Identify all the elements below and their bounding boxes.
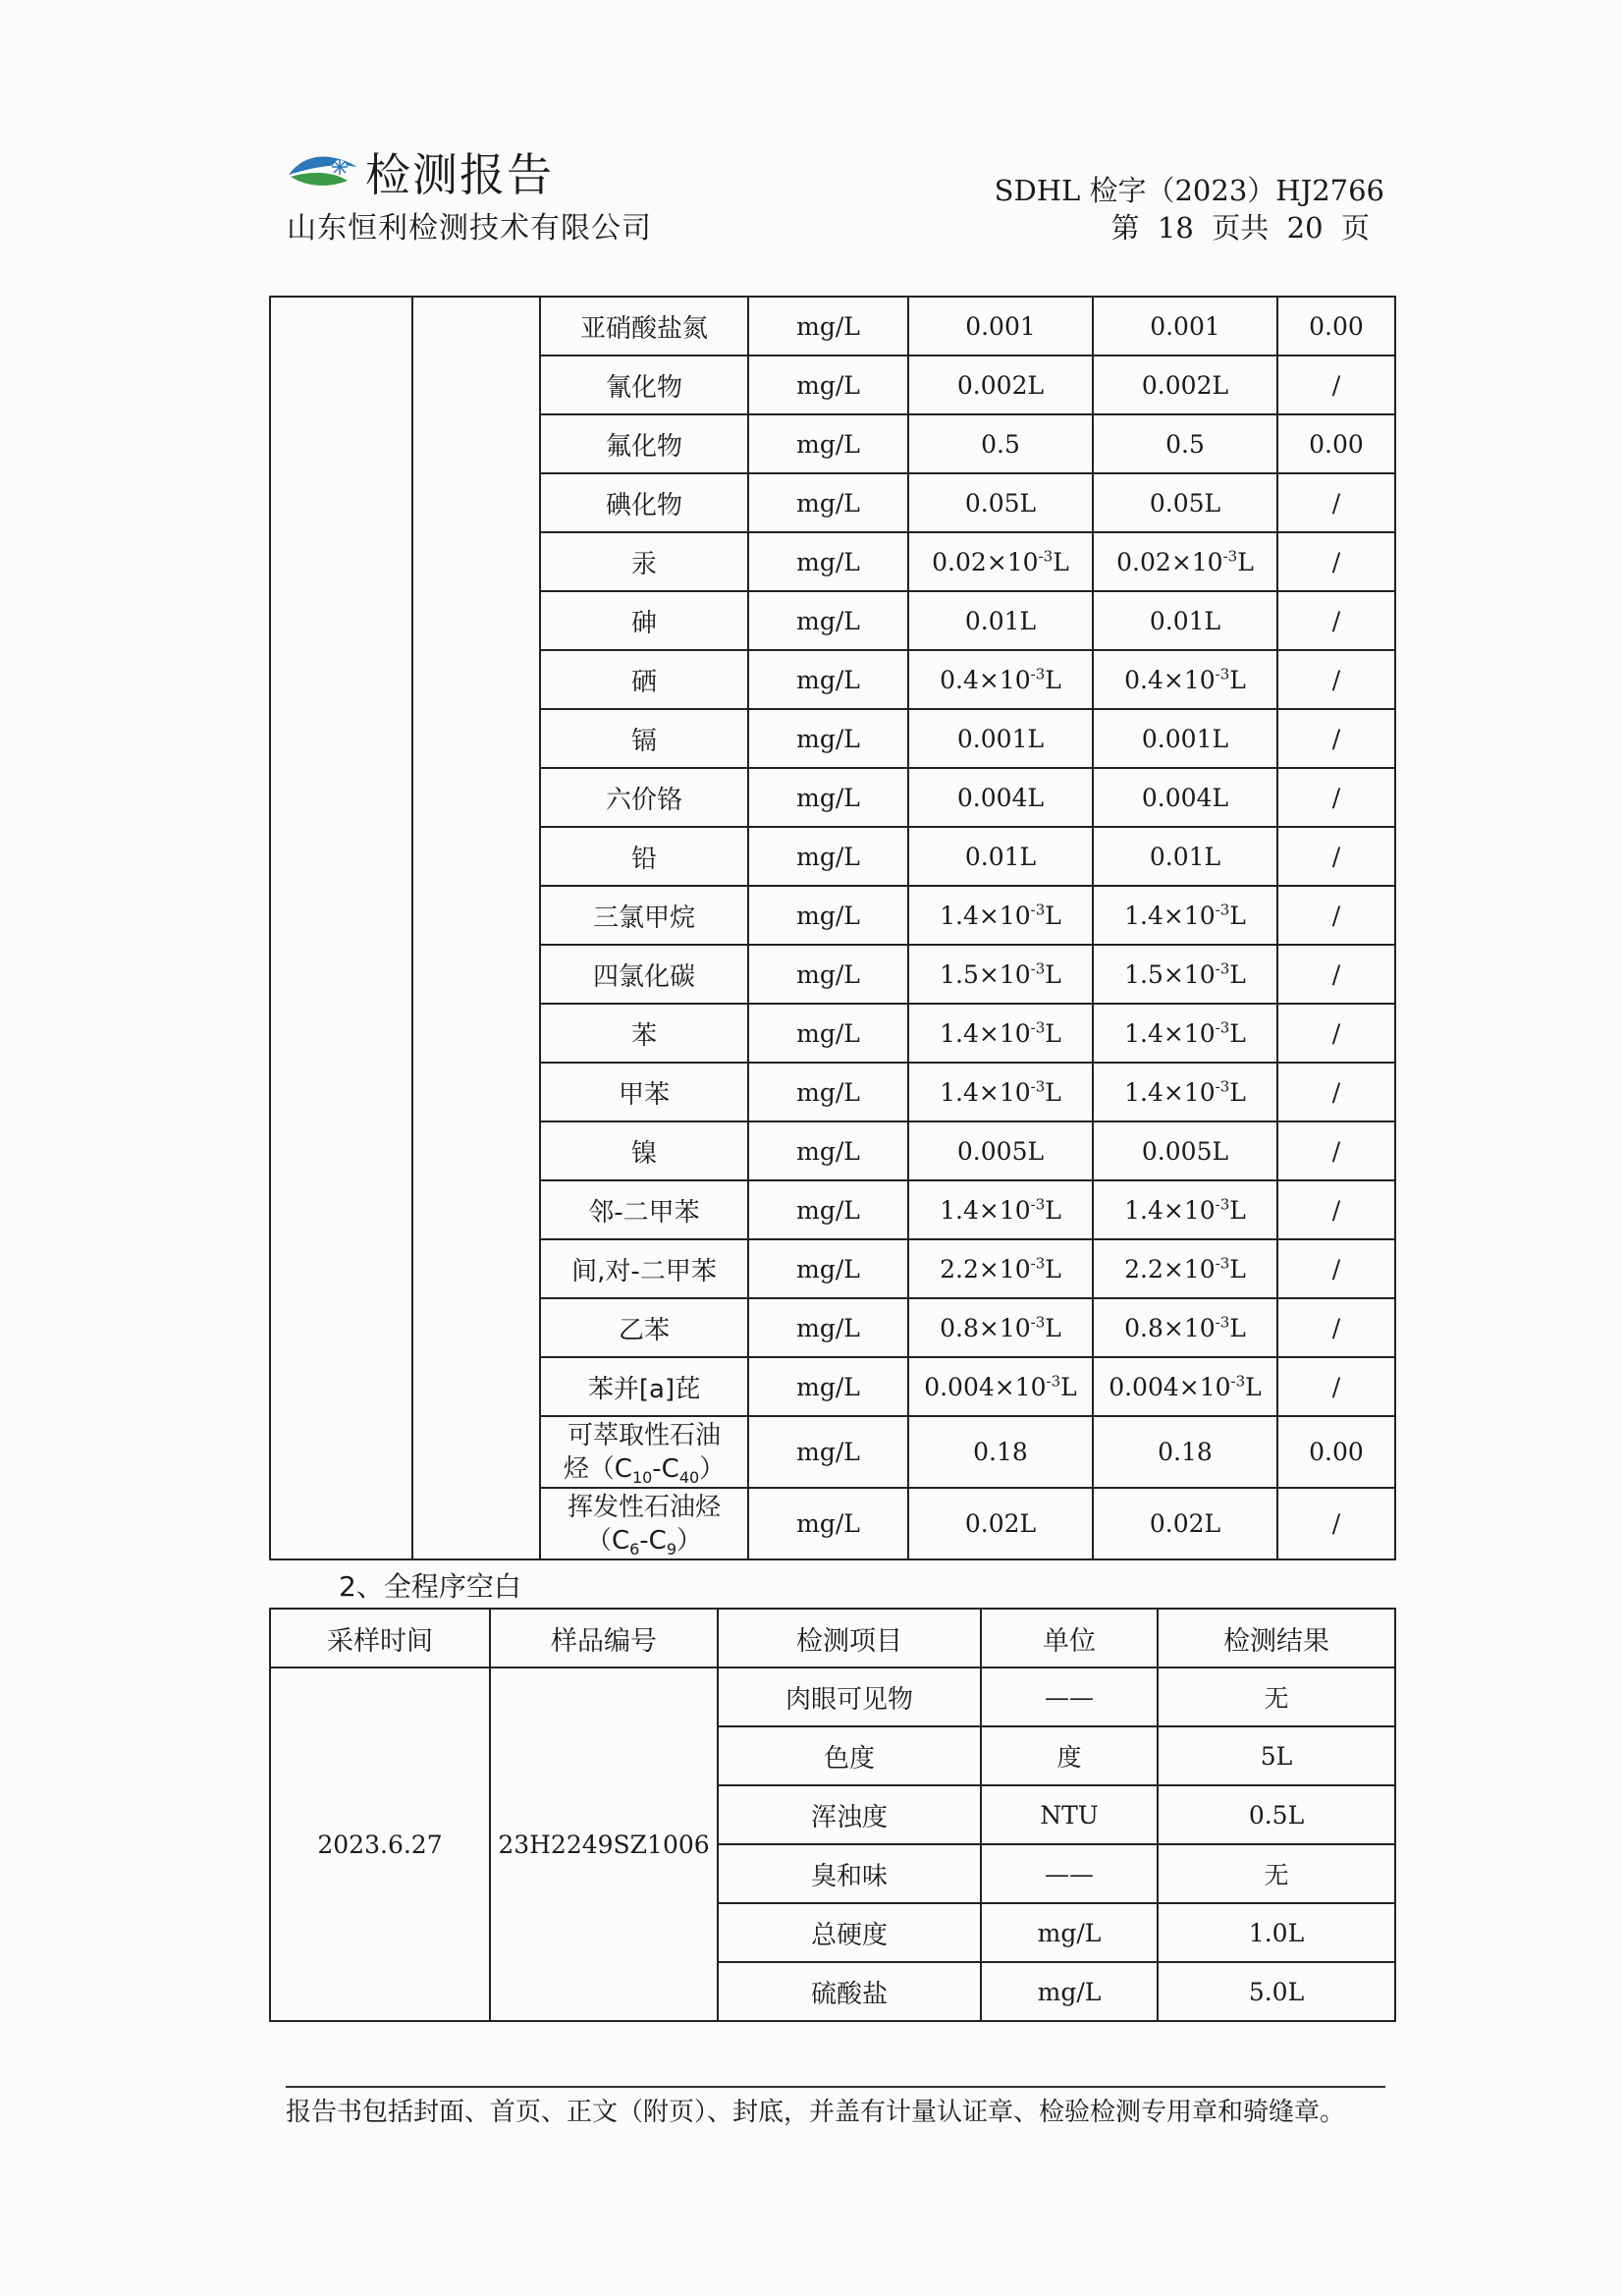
result-2-cell [1093,1357,1277,1416]
sampling-date: 2023.6.27 [270,1667,490,2021]
item-sub-a: 6 [629,1539,640,1558]
value-suffix: L [1229,959,1246,989]
result-2-cell: 0.02L [1093,1488,1277,1559]
value-text: 0.001 [1150,311,1220,341]
value-text: 0.01L [964,606,1037,635]
item-name: 邻-二甲苯 [540,1180,748,1239]
unit-cell: —— [981,1667,1158,1726]
item-mid: -C [639,1525,667,1556]
value-suffix: L [1045,665,1061,694]
result-1-cell [908,1180,1093,1239]
value-text: 1.5×10 [1124,959,1216,989]
value-exponent: -3 [1215,1254,1230,1273]
deviation-cell: / [1277,1180,1395,1239]
report-title: 检测报告 [365,148,554,201]
value-text: 0.8×10 [940,1313,1031,1342]
deviation-cell: / [1277,1004,1395,1063]
result-1-cell [908,414,1093,473]
value-text: 0.5 [981,429,1020,459]
value-text: 0.02×10 [1116,547,1223,576]
value-exponent: -3 [1215,1195,1230,1214]
result-2-cell [1093,1239,1277,1298]
value-exponent: -3 [1030,959,1046,978]
result-cell: 0.5L [1158,1785,1395,1844]
value-text: 2.2×10 [1124,1254,1216,1284]
result-1-cell [908,1004,1093,1063]
unit-cell: mg/L [748,1063,908,1121]
result-2-cell [1093,650,1277,709]
unit-cell: mg/L [748,532,908,591]
item-name: 四氯化碳 [540,945,748,1004]
value-exponent: -3 [1030,1018,1046,1037]
result-2-cell [1093,945,1277,1004]
value-text: 1.4×10 [1124,1018,1216,1048]
unit-cell: NTU [981,1785,1158,1844]
value-text: 0.005L [1141,1136,1229,1166]
value-text: 0.004L [1141,783,1229,812]
value-suffix: L [1045,1018,1061,1048]
item-name-line1: 挥发性石油烃 [567,1492,721,1522]
test-item: 浑浊度 [718,1785,981,1844]
value-exponent: -3 [1222,547,1238,566]
result-2-cell [1093,414,1277,473]
unit-cell: mg/L [748,1488,908,1559]
value-suffix: L [1245,1372,1262,1401]
value-exponent: -3 [1215,665,1230,683]
sample-id: 23H2249SZ1006 [490,1667,718,2021]
deviation-cell: / [1277,1239,1395,1298]
value-exponent: -3 [1038,547,1054,566]
result-1-cell [908,473,1093,532]
result-2-cell [1093,709,1277,768]
value-suffix: L [1045,1254,1061,1284]
value-text: 1.4×10 [940,901,1031,930]
unit-cell: mg/L [748,650,908,709]
deviation-cell: / [1277,591,1395,650]
value-text: 0.01L [964,842,1037,871]
value-suffix: L [1045,1313,1061,1342]
value-suffix: L [1045,901,1061,930]
result-1-cell [908,650,1093,709]
result-1-cell [908,1063,1093,1121]
value-text: 1.4×10 [1124,1195,1216,1225]
item-name: 镉 [540,709,748,768]
value-suffix: L [1229,1313,1246,1342]
unit-cell: mg/L [748,1180,908,1239]
unit-cell: mg/L [748,1239,908,1298]
result-2-cell [1093,886,1277,945]
item-post: ） [676,1525,703,1556]
item-sub-a: 10 [631,1467,653,1487]
value-text: 1.5×10 [940,959,1031,989]
unit-cell: 度 [981,1726,1158,1785]
result-2-cell [1093,1298,1277,1357]
result-2-cell: 0.18 [1093,1416,1277,1488]
unit-cell: mg/L [748,473,908,532]
company-logo [287,145,365,194]
value-text: 0.8×10 [1124,1313,1216,1342]
result-2-cell [1093,1121,1277,1180]
results-table-body [270,297,1395,1559]
unit-cell: mg/L [748,827,908,886]
value-exponent: -3 [1030,1195,1046,1214]
deviation-cell: / [1277,1121,1395,1180]
result-1-cell: 0.02L [908,1488,1093,1559]
value-text: 0.05L [1149,488,1221,518]
result-2-cell [1093,473,1277,532]
deviation-cell: / [1277,1298,1395,1357]
value-exponent: -3 [1046,1372,1061,1391]
deviation-cell: / [1277,473,1395,532]
result-1-cell [908,827,1093,886]
deviation-cell: / [1277,827,1395,886]
item-name: 苯并[a]芘 [540,1357,748,1416]
result-1-cell [908,591,1093,650]
value-exponent: -3 [1230,1372,1246,1391]
header-test-item: 检测项目 [718,1609,981,1667]
test-item: 臭和味 [718,1844,981,1903]
item-mid: -C [652,1453,679,1484]
item-name: 亚硝酸盐氮 [540,297,748,355]
result-2-cell [1093,1004,1277,1063]
unit-cell: mg/L [748,768,908,827]
value-suffix: L [1045,1077,1061,1107]
value-exponent: -3 [1215,901,1230,919]
header-result: 检测结果 [1158,1609,1395,1667]
item-name: 氟化物 [540,414,748,473]
value-text: 0.5 [1165,429,1205,459]
value-suffix: L [1229,1254,1246,1284]
value-suffix: L [1229,665,1246,694]
value-exponent: -3 [1030,1313,1046,1332]
deviation-cell: 0.00 [1277,414,1395,473]
item-name: 甲苯 [540,1063,748,1121]
page-info: 第 18 页共 20 页 [1110,211,1370,245]
unit-cell: mg/L [748,1416,908,1488]
value-suffix: L [1229,1195,1246,1225]
item-sub-b: 9 [666,1539,677,1558]
unit-cell: mg/L [748,591,908,650]
deviation-cell: / [1277,768,1395,827]
table-row [270,1667,1395,1726]
result-1-cell [908,768,1093,827]
value-exponent: -3 [1030,1254,1046,1273]
value-exponent: -3 [1030,1077,1046,1096]
unit-cell: —— [981,1844,1158,1903]
result-1-cell [908,355,1093,414]
result-cell: 5L [1158,1726,1395,1785]
unit-cell: mg/L [748,355,908,414]
value-text: 0.001L [956,724,1045,753]
header-unit: 单位 [981,1609,1158,1667]
value-text: 0.002L [956,370,1045,400]
item-pre: （C [585,1525,630,1556]
deviation-cell: / [1277,1063,1395,1121]
result-2-cell [1093,532,1277,591]
test-item: 肉眼可见物 [718,1667,981,1726]
deviation-cell: / [1277,1357,1395,1416]
result-2-cell [1093,768,1277,827]
value-exponent: -3 [1215,1077,1230,1096]
result-1-cell [908,1357,1093,1416]
value-text: 0.01L [1149,606,1221,635]
value-suffix: L [1237,547,1254,576]
blank-table [269,1608,1396,2022]
value-exponent: -3 [1030,901,1046,919]
value-text: 2.2×10 [940,1254,1031,1284]
result-2-cell [1093,297,1277,355]
result-1-cell [908,945,1093,1004]
merged-blank-cell [412,297,540,1559]
unit-cell: mg/L [748,1298,908,1357]
value-suffix: L [1229,1077,1246,1107]
value-text: 0.4×10 [1124,665,1216,694]
result-2-cell [1093,355,1277,414]
item-name-line1: 可萃取性石油 [567,1420,721,1450]
value-exponent: -3 [1215,1313,1230,1332]
unit-cell: mg/L [748,945,908,1004]
item-name-line2 [541,1524,747,1558]
value-text: 0.004L [956,783,1045,812]
item-name: 苯 [540,1004,748,1063]
item-name: 乙苯 [540,1298,748,1357]
value-exponent: -3 [1030,665,1046,683]
result-1-cell [908,1239,1093,1298]
test-item: 总硬度 [718,1903,981,1962]
results-table-continued [269,296,1396,1560]
value-text: 1.4×10 [940,1018,1031,1048]
section-title-blank: 2、全程序空白 [339,1570,521,1603]
deviation-cell: 0.00 [1277,297,1395,355]
deviation-cell: / [1277,886,1395,945]
value-suffix: L [1045,1195,1061,1225]
value-text: 0.002L [1141,370,1229,400]
blank-table-body [270,1609,1395,2021]
unit-cell: mg/L [981,1903,1158,1962]
unit-cell: mg/L [748,1357,908,1416]
footer-divider [286,2086,1385,2088]
value-text: 0.4×10 [940,665,1031,694]
unit-cell: mg/L [748,1121,908,1180]
item-post: ） [699,1453,726,1484]
value-exponent: -3 [1215,1018,1230,1037]
value-text: 0.02×10 [932,547,1039,576]
item-name: 镍 [540,1121,748,1180]
value-suffix: L [1045,959,1061,989]
value-text: 0.05L [964,488,1037,518]
unit-cell: mg/L [981,1962,1158,2021]
table-row [270,297,1395,355]
item-name-line2 [541,1452,747,1486]
report-number: SDHL 检字（2023）HJ2766 [994,174,1384,207]
value-text: 1.4×10 [1124,1077,1216,1107]
item-name: 砷 [540,591,748,650]
result-1-cell [908,1298,1093,1357]
result-2-cell [1093,1063,1277,1121]
merged-blank-cell [270,297,412,1559]
value-text: 0.004×10 [924,1372,1047,1401]
result-cell: 无 [1158,1667,1395,1726]
test-item: 硫酸盐 [718,1962,981,2021]
result-1-cell [908,297,1093,355]
result-cell: 5.0L [1158,1962,1395,2021]
unit-cell: mg/L [748,1004,908,1063]
item-name: 氰化物 [540,355,748,414]
company-name: 山东恒利检测技术有限公司 [287,211,652,246]
test-item: 色度 [718,1726,981,1785]
result-1-cell [908,1121,1093,1180]
footer-note: 报告书包括封面、首页、正文（附页）、封底，并盖有计量认证章、检验检测专用章和骑缝章。 [286,2098,1346,2127]
value-text: 1.4×10 [940,1077,1031,1107]
value-text: 0.005L [956,1136,1045,1166]
item-name: 碘化物 [540,473,748,532]
item-name: 汞 [540,532,748,591]
result-2-cell [1093,591,1277,650]
value-text: 1.4×10 [940,1195,1031,1225]
item-pre: 烃（C [563,1453,632,1484]
item-name: 硒 [540,650,748,709]
item-sub-b: 40 [678,1467,700,1487]
deviation-cell: 0.00 [1277,1416,1395,1488]
result-1-cell [908,886,1093,945]
item-name [540,1488,748,1559]
deviation-cell: / [1277,355,1395,414]
value-suffix: L [1229,901,1246,930]
result-2-cell [1093,827,1277,886]
value-exponent: -3 [1215,959,1230,978]
item-name: 铅 [540,827,748,886]
item-name [540,1416,748,1488]
table-header-row [270,1609,1395,1667]
deviation-cell: / [1277,709,1395,768]
unit-cell: mg/L [748,414,908,473]
unit-cell: mg/L [748,297,908,355]
result-1-cell [908,532,1093,591]
item-name: 六价铬 [540,768,748,827]
item-name: 三氯甲烷 [540,886,748,945]
deviation-cell: / [1277,1488,1395,1559]
value-text: 0.001 [965,311,1036,341]
value-suffix: L [1060,1372,1077,1401]
result-cell: 1.0L [1158,1903,1395,1962]
result-1-cell: 0.18 [908,1416,1093,1488]
value-text: 0.004×10 [1109,1372,1231,1401]
value-suffix: L [1053,547,1069,576]
header-sampling-time: 采样时间 [270,1609,490,1667]
value-suffix: L [1229,1018,1246,1048]
deviation-cell: / [1277,945,1395,1004]
unit-cell: mg/L [748,709,908,768]
item-name: 间,对-二甲苯 [540,1239,748,1298]
deviation-cell: / [1277,650,1395,709]
result-2-cell [1093,1180,1277,1239]
value-text: 0.01L [1149,842,1221,871]
deviation-cell: / [1277,532,1395,591]
result-cell: 无 [1158,1844,1395,1903]
result-1-cell [908,709,1093,768]
value-text: 0.001L [1141,724,1229,753]
value-text: 1.4×10 [1124,901,1216,930]
header-sample-id: 样品编号 [490,1609,718,1667]
unit-cell: mg/L [748,886,908,945]
